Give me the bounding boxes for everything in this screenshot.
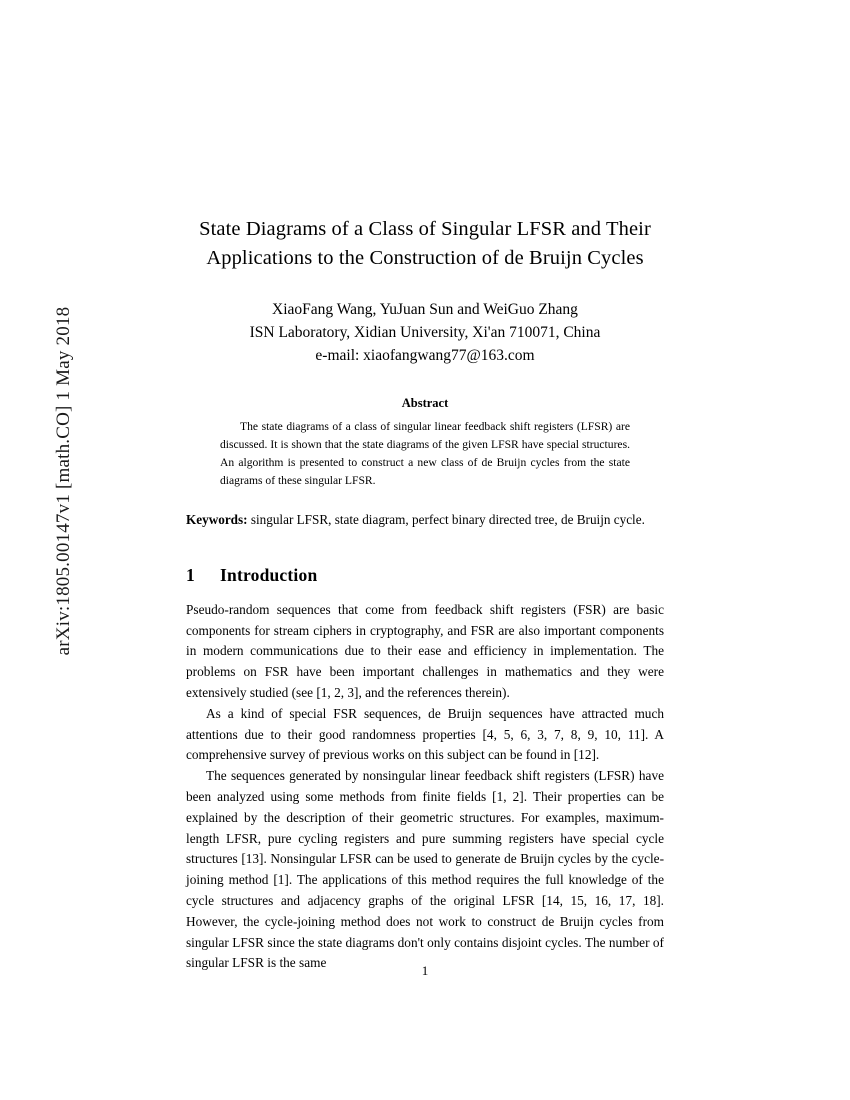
abstract-text: The state diagrams of a class of singular linear feedback shift registers (LFSR) are discussed. It is shown that the state diagrams of the given LFSR have special structures. An algorithm is presented to construct a new class of de Bruijn cycles from the state diagrams of these singular LFSR. — [220, 420, 630, 488]
page-number: 1 — [421, 963, 429, 978]
author-block — [186, 299, 664, 368]
keywords-text: singular LFSR, state diagram, perfect binary directed tree, de Bruijn cycle. — [247, 512, 645, 528]
section-title: Introduction — [220, 564, 318, 585]
section-number: 1 — [186, 564, 195, 585]
paragraph: As a kind of special FSR sequences, de Bruijn sequences have attracted much attentions due to their good randomness properties [4, 5, 6, 3, 7, 8, 9, 10, 11]. A comprehensive survey of previous works on this subject can be found in [12]. — [186, 705, 664, 763]
section-heading-introduction — [186, 565, 664, 586]
paragraph: Pseudo-random sequences that come from feedback shift registers (FSR) are basic components for stream ciphers in cryptography, and FSR are also important components in modern communications due to their ease and efficiency in implementation. The problems on FSR have been important challenges in mathematics and they were extensively studied (see [1, 2, 3], and the references therein). — [186, 601, 664, 700]
author-names: XiaoFang Wang, YuJuan Sun and WeiGuo Zhang — [272, 301, 578, 319]
page-title: State Diagrams of a Class of Singular LFSR and Their Applications to the Construction of de Bruijn Cycles — [199, 218, 651, 270]
paragraph: The sequences generated by nonsingular linear feedback shift registers (LFSR) have been analyzed using some methods from finite fields [1, 2]. Their properties can be explained by the description of their geometric structures. For examples, maximum-length LFSR, pure cycling registers and pure summing registers have special cycle structures [13]. Nonsingular LFSR can be used to generate de Bruijn cycles by the cycle-joining method [1]. The applications of this method requires the full knowledge of the cycle structures and adjacency graphs of the original LFSR [14, 15, 16, 17, 18]. However, the cycle-joining method does not work to construct de Bruijn cycles from singular LFSR since the state diagrams don't only contains disjoint cycles. The number of singular LFSR is the same — [186, 768, 664, 971]
arxiv-identifier-stamp: arXiv:1805.00147v1 [math.CO] 1 May 2018 — [53, 306, 74, 656]
keywords-label: Keywords: — [186, 512, 248, 528]
author-email: e-mail: xiaofangwang77@163.com — [315, 347, 535, 365]
keywords-block — [186, 510, 664, 530]
author-affiliation: ISN Laboratory, Xidian University, Xi'an 710071, China — [249, 324, 601, 342]
abstract-heading: Abstract — [401, 396, 449, 411]
paper-content — [186, 215, 664, 974]
